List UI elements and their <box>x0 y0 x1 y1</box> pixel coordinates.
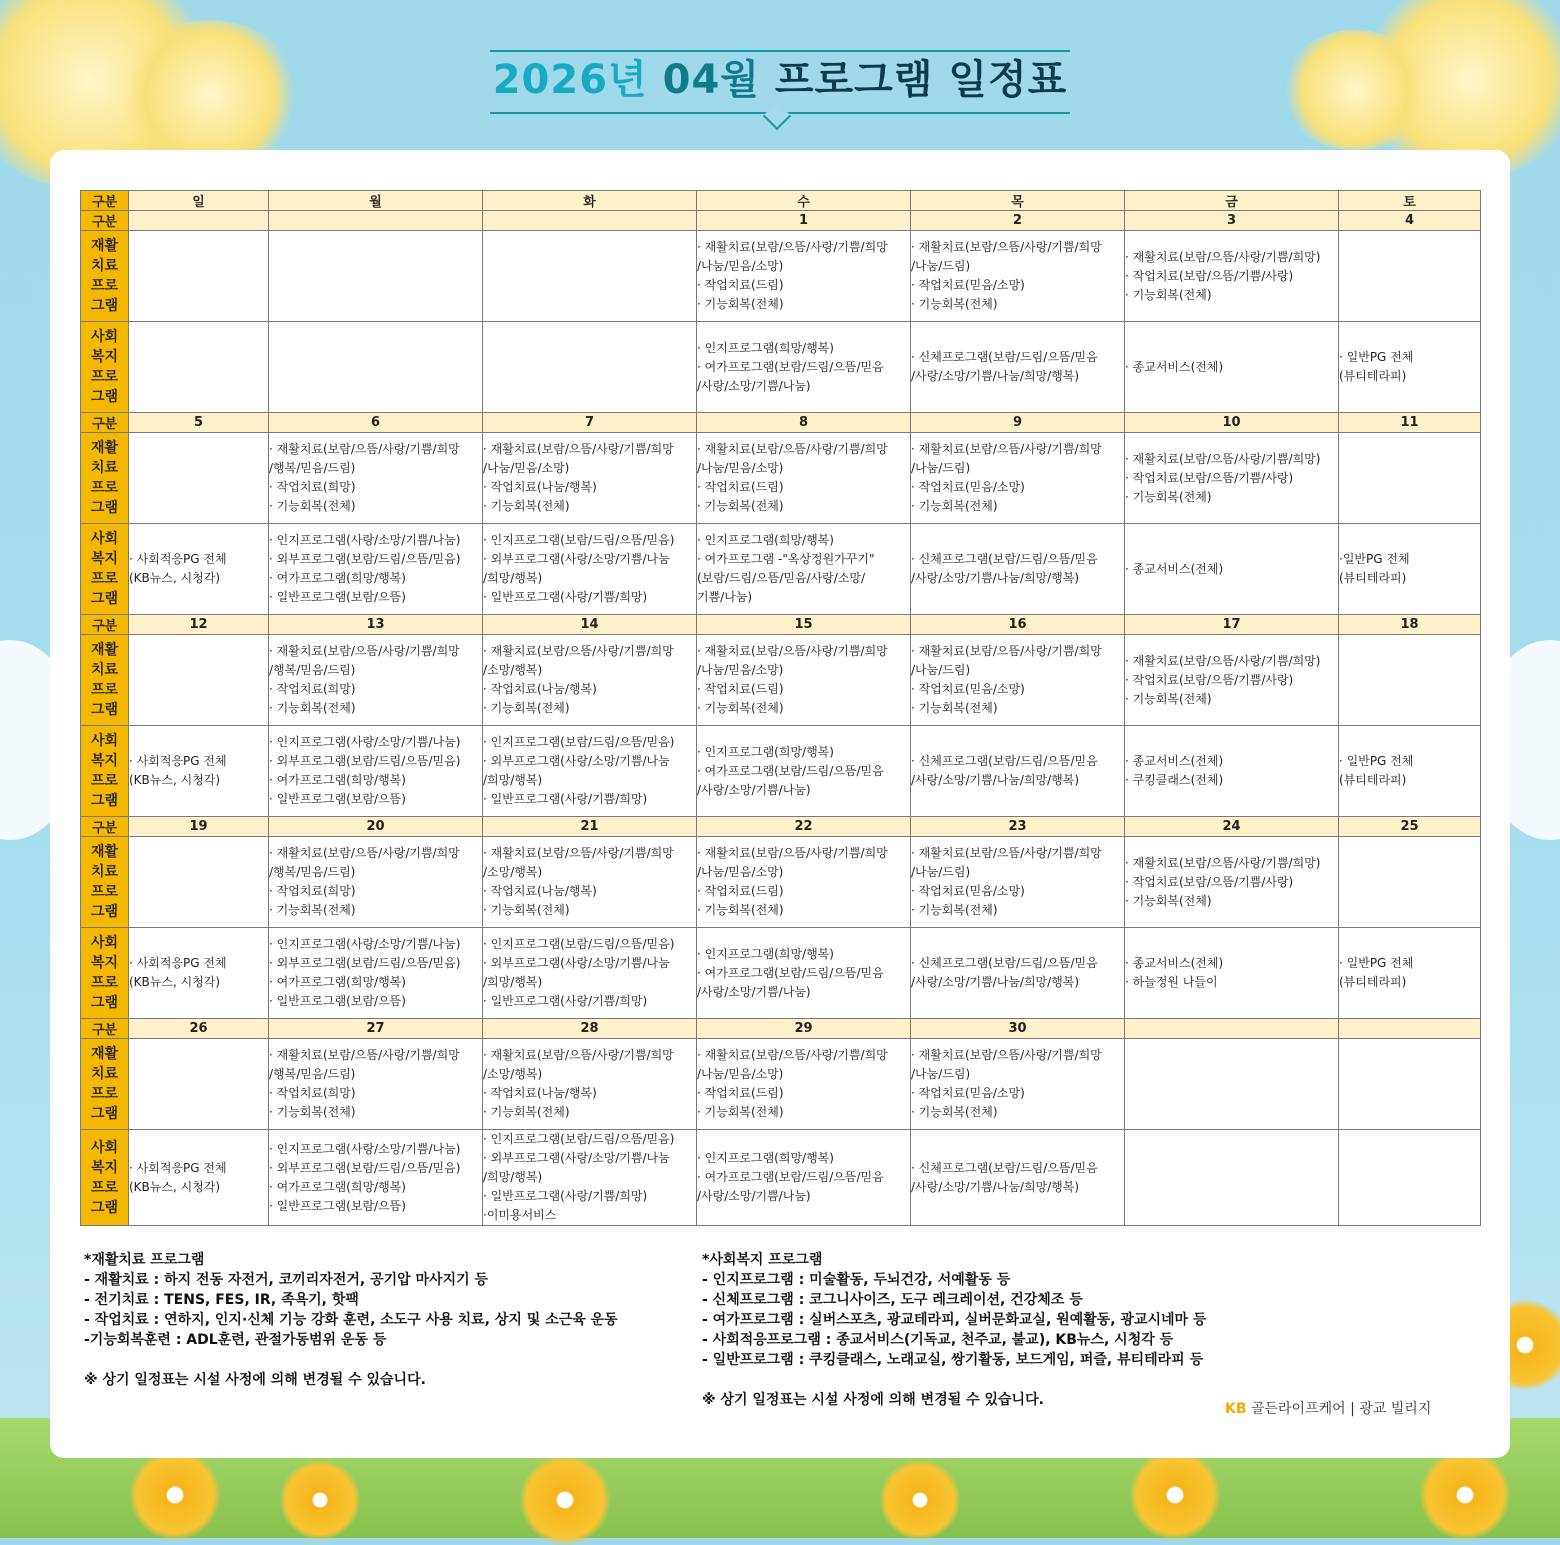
program-cell: · 인지프로그램(사랑/소망/기쁨/나눔) · 외부프로그램(보람/드림/으뜸/믿음) · 여가프로그램(희망/행복) · 일반프로그램(보람/으뜸) <box>269 1130 483 1226</box>
row-label: 구분 <box>81 413 129 433</box>
kb-logo: KB <box>1225 1401 1247 1417</box>
date-cell: 25 <box>1339 817 1481 837</box>
program-cell: · 사회적응PG 전체 (KB뉴스, 시청각) <box>129 928 269 1019</box>
program-cell: · 재활치료(보람/으뜸/사랑/기쁨/희망 /소망/행복) · 작업치료(나눔/행복) · 기능회복(전체) <box>483 1039 697 1130</box>
date-cell: 10 <box>1125 413 1339 433</box>
date-cell: 24 <box>1125 817 1339 837</box>
program-cell <box>129 1039 269 1130</box>
program-cell: · 재활치료(보람/으뜸/사랑/기쁨/희망 /나눔/믿음/소망) · 작업치료(드림) · 기능회복(전체) <box>697 635 911 726</box>
welfare-category-label: 사회 복지 프로 그램 <box>81 726 129 817</box>
program-cell <box>129 635 269 726</box>
program-cell: · 신체프로그램(보람/드림/으뜸/믿음 /사랑/소망/기쁨/나눔/희망/행복) <box>911 726 1125 817</box>
date-cell: 21 <box>483 817 697 837</box>
program-cell: · 재활치료(보람/으뜸/사랑/기쁨/희망 /행복/믿음/드림) · 작업치료(희망) · 기능회복(전체) <box>269 635 483 726</box>
schedule-table <box>80 190 1481 1226</box>
row-label: 구분 <box>81 1019 129 1039</box>
program-cell <box>1339 1039 1481 1130</box>
date-row <box>81 1019 1481 1039</box>
date-cell: 3 <box>1125 211 1339 231</box>
date-cell: 1 <box>697 211 911 231</box>
program-cell: · 종교서비스(전체) <box>1125 322 1339 413</box>
program-cell: · 재활치료(보람/으뜸/사랑/기쁨/희망 /나눔/믿음/소망) · 작업치료(드림) · 기능회복(전체) <box>697 231 911 322</box>
flower-decoration <box>1130 1450 1220 1540</box>
row-label: 구분 <box>81 615 129 635</box>
date-cell: 4 <box>1339 211 1481 231</box>
program-cell: · 종교서비스(전체) · 쿠킹클래스(전체) <box>1125 726 1339 817</box>
date-row <box>81 413 1481 433</box>
rehab-category-label: 재활 치료 프로 그램 <box>81 1039 129 1130</box>
program-cell: · 재활치료(보람/으뜸/사랑/기쁨/희망 /나눔/드림) · 작업치료(믿음/소망) · 기능회복(전체) <box>911 231 1125 322</box>
flower-decoration <box>130 1450 220 1540</box>
date-cell: 2 <box>911 211 1125 231</box>
program-cell: · 재활치료(보람/으뜸/사랑/기쁨/희망 /나눔/드림) · 작업치료(믿음/소망) · 기능회복(전체) <box>911 635 1125 726</box>
date-cell: 18 <box>1339 615 1481 635</box>
date-cell <box>269 211 483 231</box>
flower-decoration <box>520 1455 610 1545</box>
rehab-category-label: 재활 치료 프로 그램 <box>81 433 129 524</box>
date-cell: 13 <box>269 615 483 635</box>
flower-decoration <box>880 1460 960 1540</box>
welfare-category-label: 사회 복지 프로 그램 <box>81 322 129 413</box>
program-cell: · 재활치료(보람/으뜸/사랑/기쁨/희망 /나눔/믿음/소망) · 작업치료(드림) · 기능회복(전체) <box>697 1039 911 1130</box>
rehab-category-label: 재활 치료 프로 그램 <box>81 231 129 322</box>
title-month: 04월 <box>662 57 760 103</box>
rehab-category-label: 재활 치료 프로 그램 <box>81 635 129 726</box>
date-cell: 20 <box>269 817 483 837</box>
program-cell <box>129 231 269 322</box>
program-cell: ·일반PG 전체 (뷰티테라피) <box>1339 524 1481 615</box>
program-cell: · 인지프로그램(희망/행복) · 여가프로그램 -"옥상정원가꾸기" (보람/드림/으뜸/믿음/사랑/소망/ 기쁨/나눔) <box>697 524 911 615</box>
date-cell: 30 <box>911 1019 1125 1039</box>
day-header: 수 <box>697 191 911 211</box>
welfare-category-label: 사회 복지 프로 그램 <box>81 524 129 615</box>
day-header-row <box>81 191 1481 211</box>
program-cell: · 재활치료(보람/으뜸/사랑/기쁨/희망 /행복/믿음/드림) · 작업치료(희망) · 기능회복(전체) <box>269 837 483 928</box>
day-header: 월 <box>269 191 483 211</box>
day-header: 금 <box>1125 191 1339 211</box>
program-cell: · 인지프로그램(사랑/소망/기쁨/나눔) · 외부프로그램(보람/드림/으뜸/믿음) · 여가프로그램(희망/행복) · 일반프로그램(보람/으뜸) <box>269 928 483 1019</box>
program-cell: · 일반PG 전체 (뷰티테라피) <box>1339 726 1481 817</box>
blossom-decoration <box>1280 30 1430 150</box>
program-cell <box>483 322 697 413</box>
program-cell: · 재활치료(보람/으뜸/사랑/기쁨/희망 /행복/믿음/드림) · 작업치료(희망) · 기능회복(전체) <box>269 433 483 524</box>
program-cell <box>1339 433 1481 524</box>
flower-decoration <box>280 1460 360 1540</box>
welfare-category-label: 사회 복지 프로 그램 <box>81 1130 129 1226</box>
rehab-row <box>81 231 1481 322</box>
program-cell <box>1339 837 1481 928</box>
welfare-row <box>81 928 1481 1019</box>
date-cell <box>483 211 697 231</box>
date-cell <box>129 211 269 231</box>
date-cell: 19 <box>129 817 269 837</box>
date-cell: 16 <box>911 615 1125 635</box>
date-cell: 11 <box>1339 413 1481 433</box>
welfare-category-label: 사회 복지 프로 그램 <box>81 928 129 1019</box>
flower-decoration <box>1420 1450 1510 1540</box>
program-cell: · 재활치료(보람/으뜸/사랑/기쁨/희망 /소망/행복) · 작업치료(나눔/행복) · 기능회복(전체) <box>483 635 697 726</box>
rehab-row <box>81 1039 1481 1130</box>
program-cell: · 재활치료(보람/으뜸/사랑/기쁨/희망 /나눔/믿음/소망) · 작업치료(드림) · 기능회복(전체) <box>697 433 911 524</box>
day-header: 토 <box>1339 191 1481 211</box>
program-cell: · 인지프로그램(사랑/소망/기쁨/나눔) · 외부프로그램(보람/드림/으뜸/믿음) · 여가프로그램(희망/행복) · 일반프로그램(보람/으뜸) <box>269 524 483 615</box>
brand-separator: | <box>1350 1401 1355 1417</box>
program-cell: · 인지프로그램(희망/행복) · 여가프로그램(보람/드림/으뜸/믿음 /사랑/소망/기쁨/나눔) <box>697 322 911 413</box>
program-cell: · 종교서비스(전체) <box>1125 524 1339 615</box>
rehab-category-label: 재활 치료 프로 그램 <box>81 837 129 928</box>
welfare-row <box>81 322 1481 413</box>
date-row <box>81 211 1481 231</box>
date-cell: 6 <box>269 413 483 433</box>
program-cell: · 인지프로그램(희망/행복) · 여가프로그램(보람/드림/으뜸/믿음 /사랑/소망/기쁨/나눔) <box>697 1130 911 1226</box>
program-cell <box>1339 231 1481 322</box>
rehab-notes: *재활치료 프로그램 - 재활치료 : 하지 전동 자전거, 코끼리자전거, 공기압 마사지기 등 - 전기치료 : TENS, FES, IR, 족욕기, 핫팩 - 작업치료 : 연하지, 인지·신체 기능 강화 훈련, 소도구 사용 치료, 상지 및 소근육 운동 -기능회복훈련 : ADL훈련, 관절가동범위 운동 등 ※ 상기 일정표는 시설 사정에 의해 변경될 수 있습니다. <box>84 1252 618 1388</box>
program-cell: · 사회적응PG 전체 (KB뉴스, 시청각) <box>129 524 269 615</box>
program-cell: · 신체프로그램(보람/드림/으뜸/믿음 /사랑/소망/기쁨/나눔/희망/행복) <box>911 1130 1125 1226</box>
date-row <box>81 615 1481 635</box>
program-cell: · 재활치료(보람/으뜸/사랑/기쁨/희망) · 작업치료(보람/으뜸/기쁨/사랑) · 기능회복(전체) <box>1125 433 1339 524</box>
program-cell: · 신체프로그램(보람/드림/으뜸/믿음 /사랑/소망/기쁨/나눔/희망/행복) <box>911 524 1125 615</box>
rehab-row <box>81 433 1481 524</box>
rehab-row <box>81 635 1481 726</box>
date-cell: 22 <box>697 817 911 837</box>
program-cell: · 인지프로그램(보람/드림/으뜸/믿음) · 외부프로그램(사랑/소망/기쁨/나눔 /희망/행복) · 일반프로그램(사랑/기쁨/희망) <box>483 524 697 615</box>
program-cell: · 재활치료(보람/으뜸/사랑/기쁨/희망 /나눔/드림) · 작업치료(믿음/소망) · 기능회복(전체) <box>911 433 1125 524</box>
date-cell: 17 <box>1125 615 1339 635</box>
day-header: 화 <box>483 191 697 211</box>
date-row <box>81 817 1481 837</box>
day-header: 목 <box>911 191 1125 211</box>
program-cell: · 재활치료(보람/으뜸/사랑/기쁨/희망 /나눔/드림) · 작업치료(믿음/소망) · 기능회복(전체) <box>911 837 1125 928</box>
row-label: 구분 <box>81 211 129 231</box>
program-cell: · 일반PG 전체 (뷰티테라피) <box>1339 928 1481 1019</box>
date-cell <box>1339 1019 1481 1039</box>
program-cell: · 재활치료(보람/으뜸/사랑/기쁨/희망 /나눔/드림) · 작업치료(믿음/소망) · 기능회복(전체) <box>911 1039 1125 1130</box>
program-cell <box>483 231 697 322</box>
date-cell: 27 <box>269 1019 483 1039</box>
welfare-row <box>81 1130 1481 1226</box>
program-cell: · 재활치료(보람/으뜸/사랑/기쁨/희망 /행복/믿음/드림) · 작업치료(희망) · 기능회복(전체) <box>269 1039 483 1130</box>
program-cell: · 재활치료(보람/으뜸/사랑/기쁨/희망) · 작업치료(보람/으뜸/기쁨/사랑) · 기능회복(전체) <box>1125 837 1339 928</box>
day-header: 일 <box>129 191 269 211</box>
program-cell <box>1125 1130 1339 1226</box>
program-cell: · 사회적응PG 전체 (KB뉴스, 시청각) <box>129 726 269 817</box>
program-cell: · 재활치료(보람/으뜸/사랑/기쁨/희망 /나눔/믿음/소망) · 작업치료(나눔/행복) · 기능회복(전체) <box>483 433 697 524</box>
program-cell: · 인지프로그램(보람/드림/으뜸/믿음) · 외부프로그램(사랑/소망/기쁨/나눔 /희망/행복) · 일반프로그램(사랑/기쁨/희망) <box>483 928 697 1019</box>
brand-footer <box>1225 1398 1431 1418</box>
program-cell: · 인지프로그램(희망/행복) · 여가프로그램(보람/드림/으뜸/믿음 /사랑/소망/기쁨/나눔) <box>697 726 911 817</box>
program-cell <box>129 322 269 413</box>
program-cell: · 인지프로그램(보람/드림/으뜸/믿음) · 외부프로그램(사랑/소망/기쁨/나눔 /희망/행복) · 일반프로그램(사랑/기쁨/희망) ·이미용서비스 <box>483 1130 697 1226</box>
title-year: 2026년 <box>492 57 648 103</box>
date-cell: 15 <box>697 615 911 635</box>
program-cell: · 재활치료(보람/으뜸/사랑/기쁨/희망 /소망/행복) · 작업치료(나눔/행복) · 기능회복(전체) <box>483 837 697 928</box>
date-cell: 5 <box>129 413 269 433</box>
program-cell: · 신체프로그램(보람/드림/으뜸/믿음 /사랑/소망/기쁨/나눔/희망/행복) <box>911 928 1125 1019</box>
program-cell: · 일반PG 전체 (뷰티테라피) <box>1339 322 1481 413</box>
program-cell: · 인지프로그램(보람/드림/으뜸/믿음) · 외부프로그램(사랑/소망/기쁨/나눔 /희망/행복) · 일반프로그램(사랑/기쁨/희망) <box>483 726 697 817</box>
date-cell <box>1125 1019 1339 1039</box>
program-cell: · 사회적응PG 전체 (KB뉴스, 시청각) <box>129 1130 269 1226</box>
program-cell: · 재활치료(보람/으뜸/사랑/기쁨/희망 /나눔/믿음/소망) · 작업치료(드림) · 기능회복(전체) <box>697 837 911 928</box>
header-label: 구분 <box>81 191 129 211</box>
program-cell <box>1339 1130 1481 1226</box>
date-cell: 23 <box>911 817 1125 837</box>
date-cell: 29 <box>697 1019 911 1039</box>
blossom-decoration <box>120 20 300 170</box>
program-cell <box>129 837 269 928</box>
brand-name: 골든라이프케어 <box>1250 1401 1346 1417</box>
program-cell: · 인지프로그램(희망/행복) · 여가프로그램(보람/드림/으뜸/믿음 /사랑/소망/기쁨/나눔) <box>697 928 911 1019</box>
brand-site: 광교 빌리지 <box>1359 1401 1432 1417</box>
program-cell: · 종교서비스(전체) · 하늘정원 나들이 <box>1125 928 1339 1019</box>
program-cell: · 인지프로그램(사랑/소망/기쁨/나눔) · 외부프로그램(보람/드림/으뜸/믿음) · 여가프로그램(희망/행복) · 일반프로그램(보람/으뜸) <box>269 726 483 817</box>
program-cell: · 재활치료(보람/으뜸/사랑/기쁨/희망) · 작업치료(보람/으뜸/기쁨/사랑) · 기능회복(전체) <box>1125 231 1339 322</box>
date-cell: 8 <box>697 413 911 433</box>
program-cell <box>269 231 483 322</box>
welfare-row <box>81 524 1481 615</box>
date-cell: 28 <box>483 1019 697 1039</box>
program-cell: · 재활치료(보람/으뜸/사랑/기쁨/희망) · 작업치료(보람/으뜸/기쁨/사랑) · 기능회복(전체) <box>1125 635 1339 726</box>
rehab-row <box>81 837 1481 928</box>
date-cell: 26 <box>129 1019 269 1039</box>
program-cell <box>1125 1039 1339 1130</box>
row-label: 구분 <box>81 817 129 837</box>
date-cell: 9 <box>911 413 1125 433</box>
date-cell: 12 <box>129 615 269 635</box>
program-cell <box>129 433 269 524</box>
welfare-notes: *사회복지 프로그램 - 인지프로그램 : 미술활동, 두뇌건강, 서예활동 등 - 신체프로그램 : 코그니사이즈, 도구 레크레이션, 건강체조 등 - 여가프로그램 : 실버스포츠, 광교테라피, 실버문화교실, 원예활동, 광교시네마 등 - 사회적응프로그램 : 종교서비스(기독교, 천주교, 불교), KB뉴스, 시청각 등 - 일반프로그램 : 쿠킹클래스, 노래교실, 쌍기활동, 보드게임, 퍼즐, 뷰티테라피 등 ※ 상기 일정표는 시설 사정에 의해 변경될 수 있습니다. <box>702 1252 1207 1408</box>
date-cell: 7 <box>483 413 697 433</box>
date-cell: 14 <box>483 615 697 635</box>
welfare-row <box>81 726 1481 817</box>
title-text: 프로그램 일정표 <box>774 57 1068 103</box>
program-cell <box>269 322 483 413</box>
program-cell <box>1339 635 1481 726</box>
program-cell: · 신체프로그램(보람/드림/으뜸/믿음 /사랑/소망/기쁨/나눔/희망/행복) <box>911 322 1125 413</box>
